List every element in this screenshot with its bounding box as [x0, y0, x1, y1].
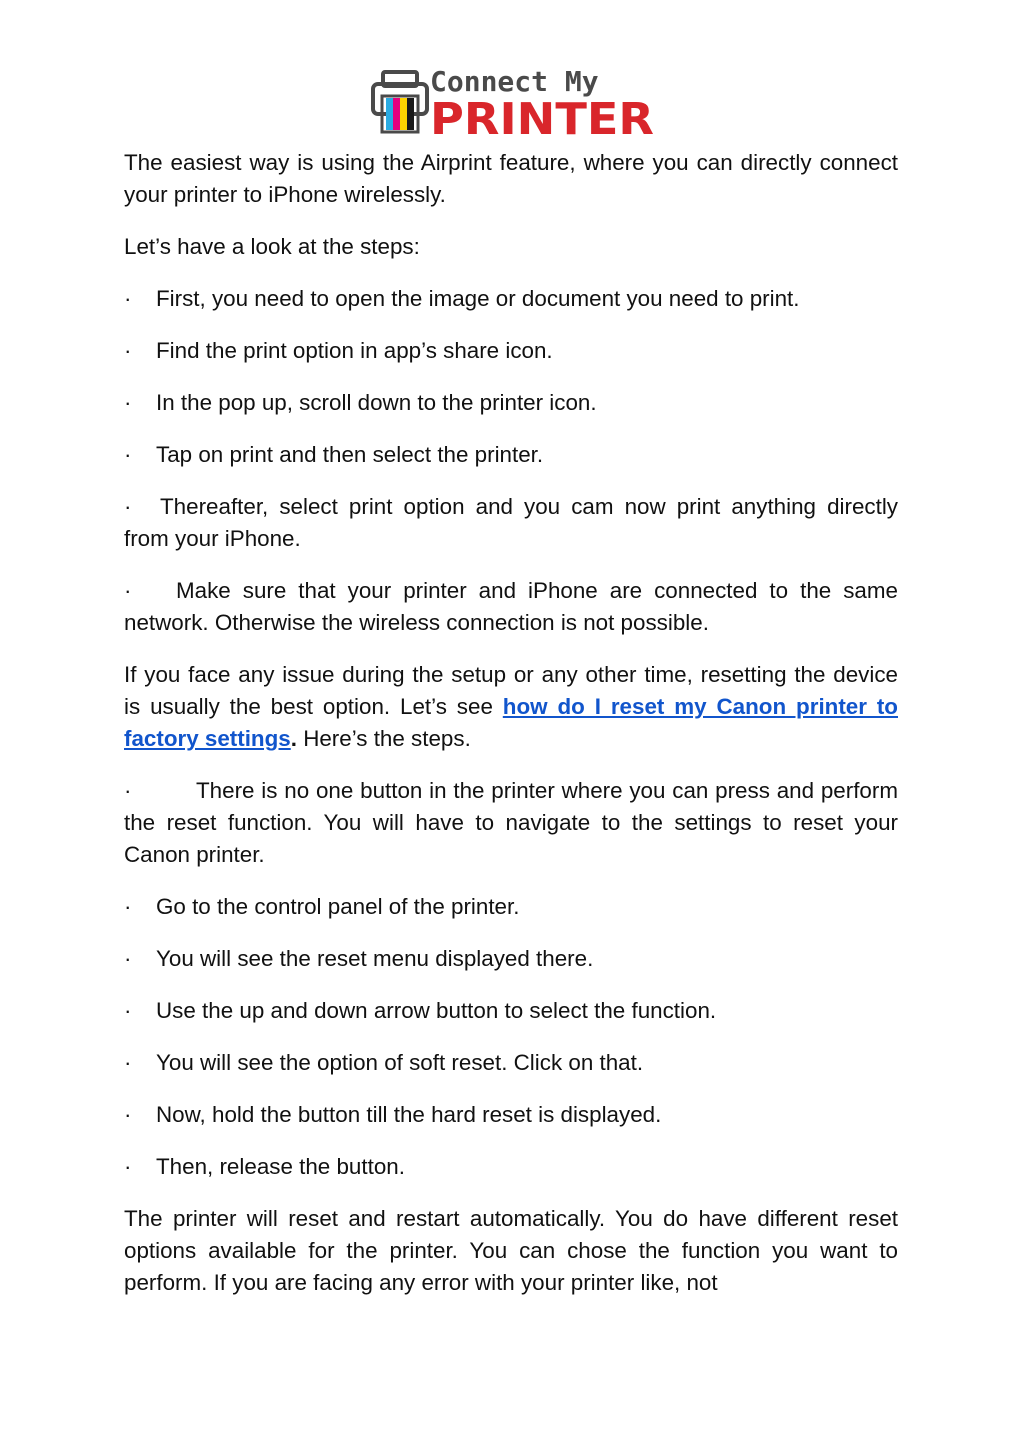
list-item — [124, 1099, 898, 1131]
list-item — [124, 891, 898, 923]
link-punctuation: . — [290, 726, 297, 751]
bullet-icon: · — [124, 578, 132, 603]
list-item — [124, 439, 898, 471]
list-item-text: You will see the option of soft reset. Click on that. — [156, 1050, 644, 1075]
list-item — [124, 387, 898, 419]
list-item — [124, 335, 898, 367]
list-item-text: First, you need to open the image or document you need to print. — [156, 286, 800, 311]
list-item-text: Use the up and down arrow button to select the function. — [156, 998, 717, 1023]
list-item-text: Tap on print and then select the printer. — [156, 442, 544, 467]
intro-paragraph: The easiest way is using the Airprint feature, where you can directly connect your printer to iPhone wirelessly. — [124, 150, 898, 207]
bullet-icon: · — [124, 494, 132, 519]
list-item-text: Then, release the button. — [156, 1154, 405, 1179]
list-item — [124, 491, 898, 555]
list-item — [124, 995, 898, 1027]
printer-icon — [373, 72, 427, 132]
list-item — [124, 943, 898, 975]
list-item-text: There is no one button in the printer where you can press and perform the reset function. You will have to navigate to the settings to reset your Canon printer. — [124, 778, 898, 867]
reset-intro-paragraph — [124, 659, 898, 755]
bullet-icon: · — [124, 778, 132, 803]
bullet-icon: · — [124, 1102, 132, 1127]
steps-heading: Let’s have a look at the steps: — [124, 234, 420, 259]
list-item-text: Now, hold the button till the hard reset is displayed. — [156, 1102, 662, 1127]
list-item-text: You will see the reset menu displayed there. — [156, 946, 594, 971]
list-item — [124, 775, 898, 871]
closing-paragraph: The printer will reset and restart automatically. You do have different reset options available for the printer. You can chose the function you want to perform. If you are facing any error with your printer like, not — [124, 1206, 898, 1295]
bullet-icon: · — [124, 286, 132, 311]
document-body — [124, 147, 898, 1319]
bullet-icon: · — [124, 338, 132, 363]
logo-line1: Connect My — [430, 65, 599, 98]
list-item-text: Make sure that your printer and iPhone are connected to the same network. Otherwise the wireless connection is not possible. — [124, 578, 898, 635]
printer-logo-icon — [370, 64, 660, 140]
bullet-icon: · — [124, 946, 132, 971]
list-item — [124, 575, 898, 639]
list-item — [124, 283, 898, 315]
reset-intro-tail: Here’s the steps. — [296, 726, 471, 751]
bullet-icon: · — [124, 1154, 132, 1179]
bullet-icon: · — [124, 998, 132, 1023]
connect-my-printer-logo — [370, 64, 660, 140]
bullet-icon: · — [124, 390, 132, 415]
bullet-icon: · — [124, 894, 132, 919]
list-item — [124, 1047, 898, 1079]
bullet-icon: · — [124, 1050, 132, 1075]
list-item-text: Thereafter, select print option and you cam now print anything directly from your iPhone. — [124, 494, 898, 551]
bullet-icon: · — [124, 442, 132, 467]
list-item — [124, 1151, 898, 1183]
list-item-text: Go to the control panel of the printer. — [156, 894, 520, 919]
list-item-text: In the pop up, scroll down to the printer icon. — [156, 390, 597, 415]
list-item-text: Find the print option in app’s share icon. — [156, 338, 553, 363]
reset-canon-printer-link[interactable]: how do I reset my Canon printer to factory settings — [124, 694, 898, 751]
logo-line2: PRINTER — [430, 94, 654, 140]
reset-intro-text: If you face any issue during the setup or any other time, resetting the device is usually the best option. Let’s see — [124, 662, 898, 719]
